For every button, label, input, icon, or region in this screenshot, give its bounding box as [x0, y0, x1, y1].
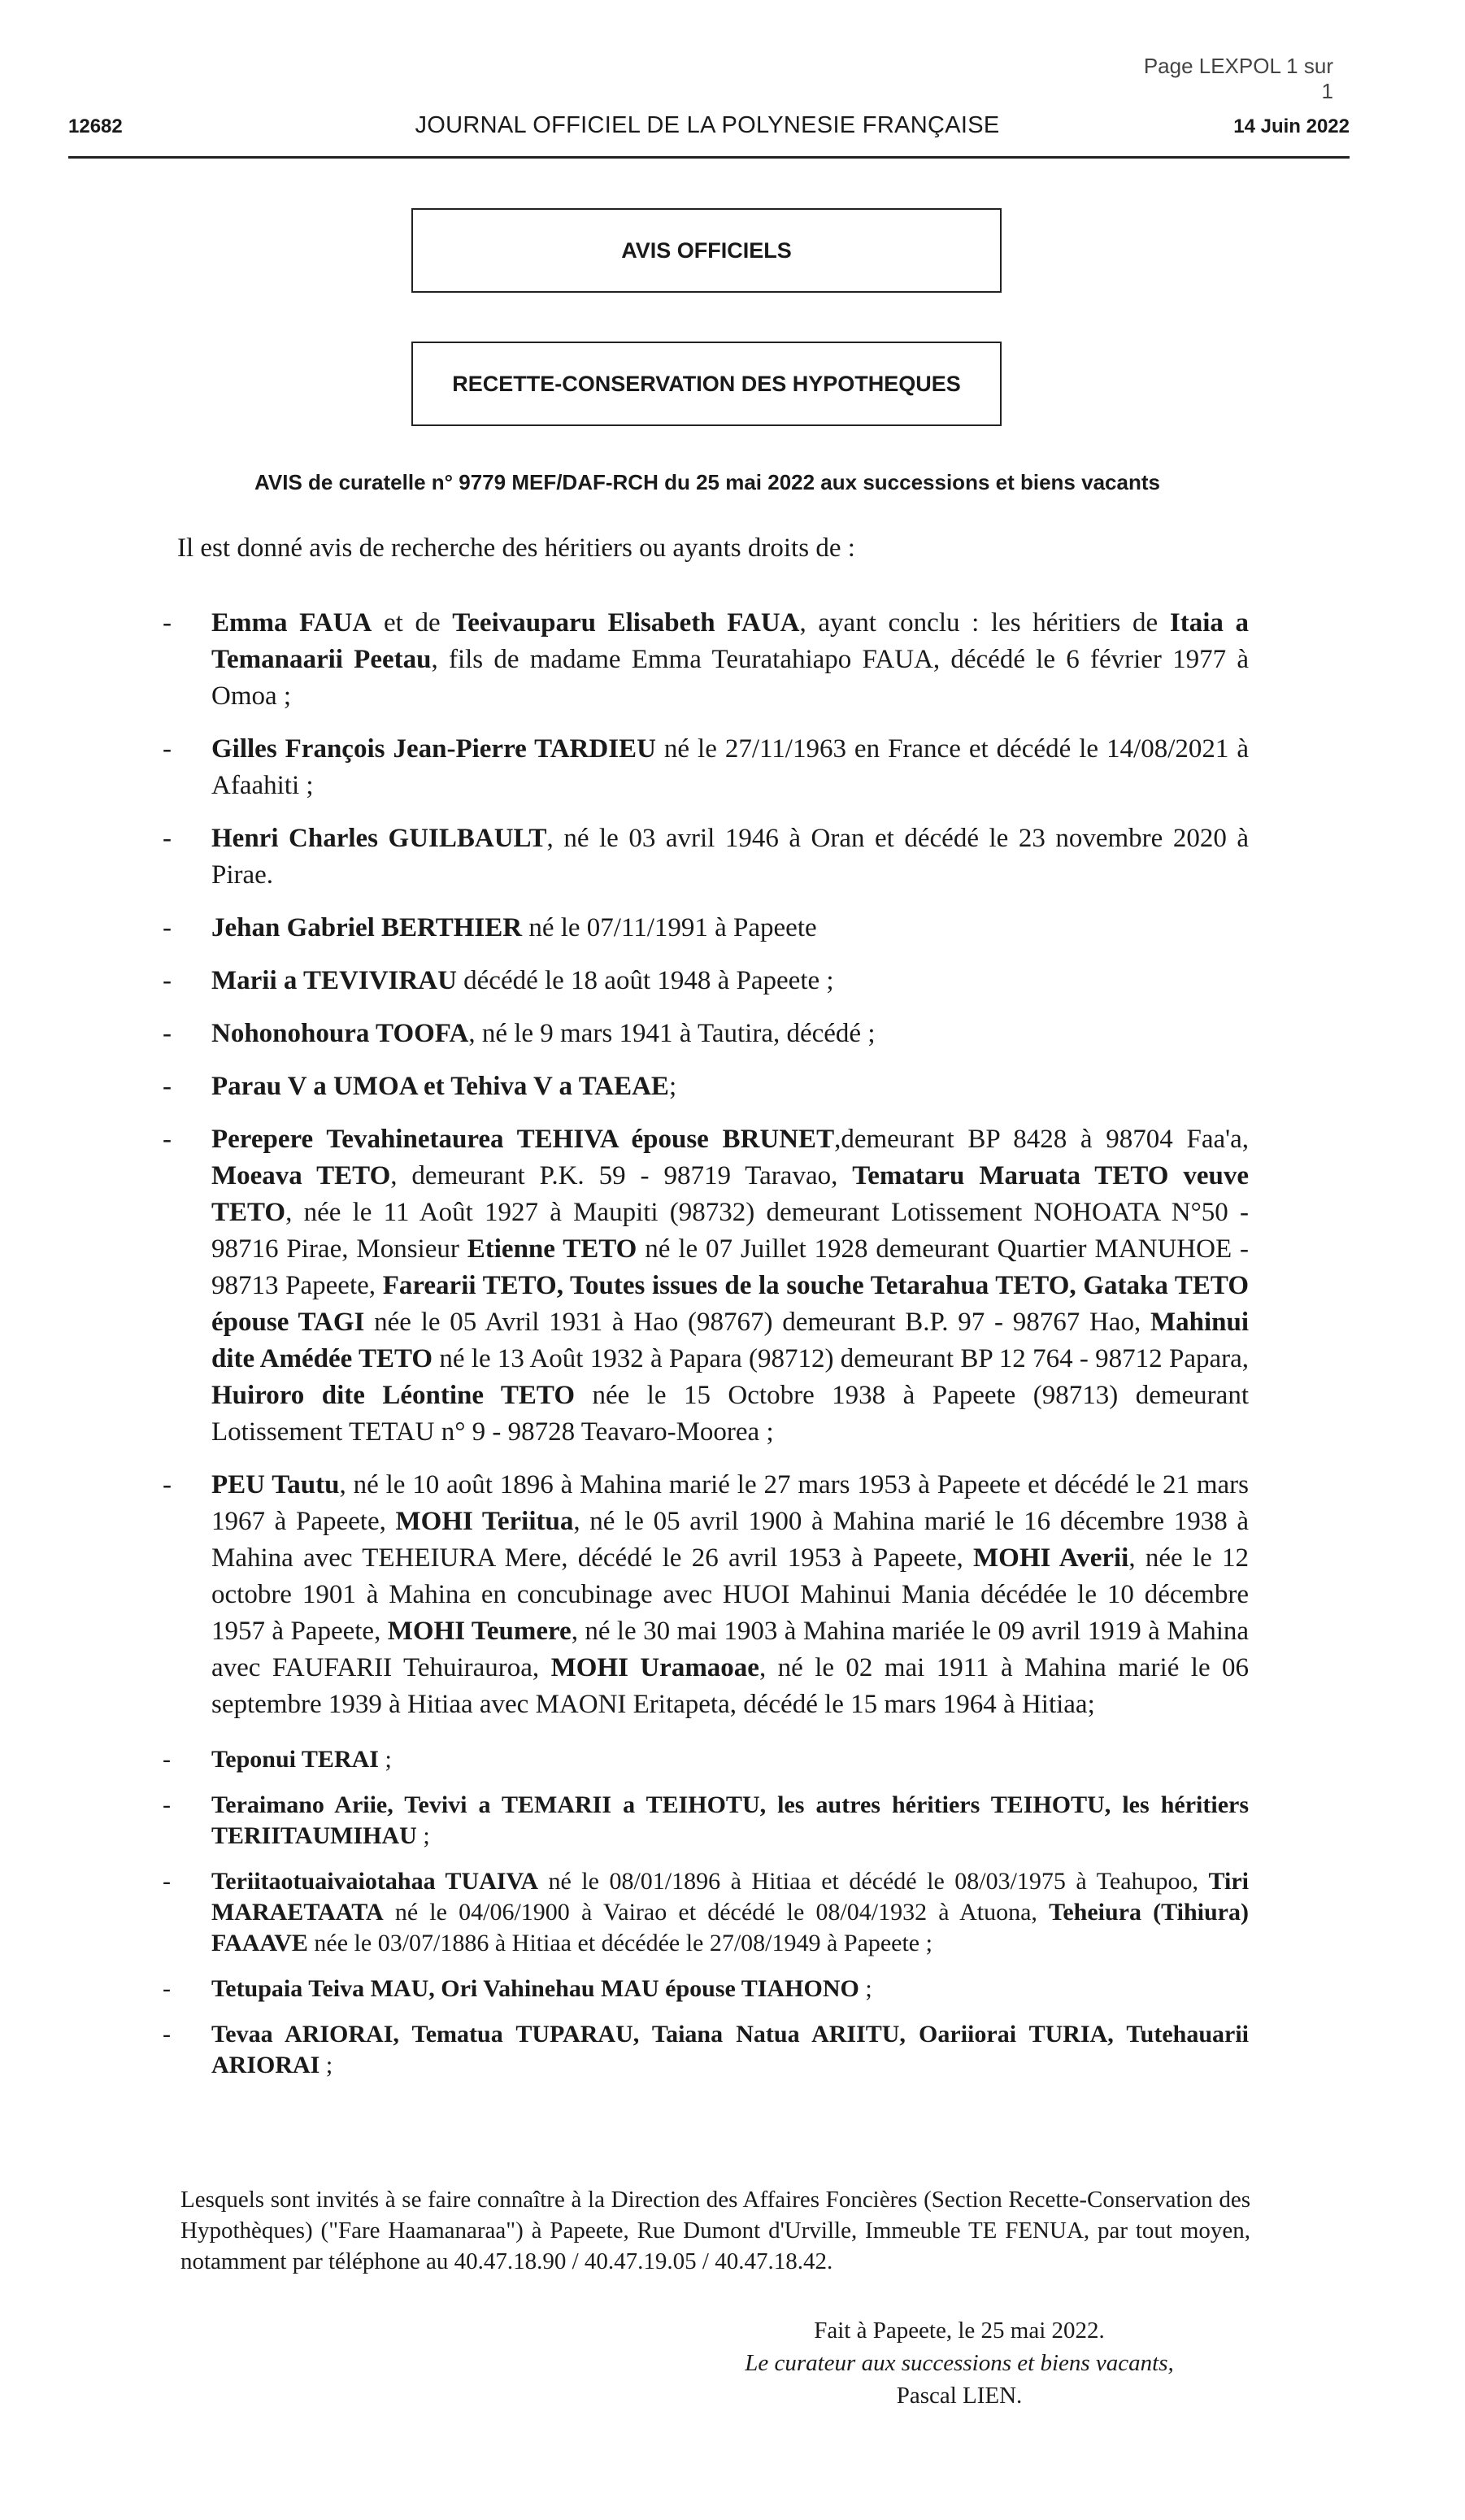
- list-item: [154, 1866, 1249, 1959]
- signature-place-date: Fait à Papeete, le 25 mai 2022.: [814, 2318, 1105, 2344]
- item-text: née le 15 Octobre 1938 à Papeete (98713) demeurant Lotissement TETAU n° 9 - 98728 Teavaro-Moorea ;: [211, 1381, 1249, 1447]
- person-name: Etienne TETO: [467, 1234, 637, 1264]
- list-item: [154, 910, 1249, 947]
- person-name: Teheiura (Tihiura) FAAAVE: [211, 1899, 1249, 1956]
- item-text: , né le 05 avril 1900 à Mahina marié le 16 décembre 1938 à Mahina avec TEHEIURA Mere, décédé le 26 avril 1953 à Papeete,: [211, 1507, 1250, 1573]
- issue-date: 14 Juin 2022: [1233, 115, 1350, 137]
- list-dash: -: [163, 1868, 171, 1895]
- list-dash: -: [163, 608, 172, 638]
- person-name: Tetupaia Teiva MAU, Ori Vahinehau MAU épouse TIAHONO: [211, 1975, 859, 2002]
- list-dash: -: [163, 1019, 172, 1048]
- person-name: MOHI Averii: [973, 1543, 1129, 1573]
- list-item: [154, 1744, 1249, 1775]
- person-name: Jehan Gabriel BERTHIER: [211, 913, 523, 942]
- item-text: et de: [372, 608, 453, 638]
- list-dash: -: [163, 734, 172, 764]
- person-name: MOHI Uramaoae: [550, 1653, 759, 1682]
- item-text: né le 27/11/1963 en France et décédé le 14/08/2021 à Afaahiti ;: [211, 734, 1249, 800]
- person-name: PEU Tautu: [211, 1470, 340, 1499]
- heirs-list: [154, 589, 1249, 2081]
- list-dash: -: [163, 1975, 171, 2002]
- list-dash: -: [163, 2021, 171, 2048]
- list-dash: -: [163, 824, 172, 853]
- item-text: née le 05 Avril 1931 à Hao (98767) demeurant B.P. 97 - 98767 Hao,: [364, 1308, 1150, 1337]
- item-text: né le 07 Juillet 1928 demeurant Quartier MANUHOE - 98713 Papeete,: [211, 1234, 1249, 1300]
- item-text: , demeurant P.K. 59 - 98719 Taravao,: [390, 1161, 853, 1190]
- person-name: Gilles François Jean-Pierre TARDIEU: [211, 734, 656, 764]
- item-text: né le 07/11/1991 à Papeete: [522, 913, 817, 942]
- list-item: [154, 1121, 1249, 1451]
- list-dash: -: [163, 966, 172, 995]
- journal-title: JOURNAL OFFICIEL DE LA POLYNESIE FRANÇAISE: [415, 112, 1000, 138]
- list-dash: -: [163, 913, 172, 942]
- list-item: [154, 1790, 1249, 1852]
- item-text: , née le 12 octobre 1901 à Mahina en concubinage avec HUOI Mahinui Mania décédée le 10 décembre 1957 à Papeete,: [211, 1543, 1249, 1646]
- item-text: , né le 9 mars 1941 à Tautira, décédé ;: [468, 1019, 876, 1048]
- section-box-avis-officiels: AVIS OFFICIELS: [411, 208, 1002, 293]
- item-text: ;: [320, 2052, 333, 2078]
- item-text: né le 13 Août 1932 à Papara (98712) demeurant BP 12 764 - 98712 Papara,: [433, 1344, 1249, 1373]
- list-dash: -: [163, 1470, 172, 1499]
- person-name: Teeivauparu Elisabeth FAUA: [452, 608, 800, 638]
- item-text: ;: [378, 1746, 392, 1773]
- person-name: MOHI Teumere: [387, 1617, 572, 1646]
- item-text: , née le 11 Août 1927 à Maupiti (98732) demeurant Lotissement NOHOATA N°50 - 98716 Pirae, Monsieur: [211, 1198, 1249, 1264]
- list-dash: -: [163, 1791, 171, 1818]
- person-name: Parau V a UMOA et Tehiva V a TAEAE: [211, 1072, 669, 1101]
- item-text: ,demeurant BP 8428 à 98704 Faa'a,: [834, 1125, 1250, 1154]
- person-name: Temataru Maruata TETO veuve TETO: [211, 1161, 1249, 1227]
- person-name: Marii a TEVIVIRAU: [211, 966, 457, 995]
- list-item: [154, 1016, 1249, 1052]
- person-name: Moeava TETO: [211, 1161, 391, 1190]
- list-dash: -: [163, 1072, 172, 1101]
- item-text: décédé le 18 août 1948 à Papeete ;: [456, 966, 834, 995]
- person-name: Itaia a Temanaarii Peetau: [211, 608, 1250, 674]
- signature-block: [732, 2314, 1187, 2412]
- list-dash: -: [163, 1746, 171, 1773]
- person-name: Nohonohoura TOOFA: [211, 1019, 469, 1048]
- signature-name: Pascal LIEN.: [896, 2383, 1023, 2409]
- person-name: Huiroro dite Léontine TETO: [211, 1381, 575, 1410]
- signature-role: Le curateur aux successions et biens vacants,: [745, 2350, 1174, 2376]
- item-text: , ayant conclu : les héritiers de: [799, 608, 1170, 638]
- person-name: Perepere Tevahinetaurea TEHIVA épouse BRUNET: [211, 1125, 835, 1154]
- person-name: Emma FAUA: [211, 608, 372, 638]
- list-item: [154, 605, 1249, 715]
- list-item: [154, 1467, 1249, 1723]
- item-text: , né le 30 mai 1903 à Mahina mariée le 09 avril 1919 à Mahina avec FAUFARII Tehuirauroa,: [211, 1617, 1250, 1682]
- person-name: Teraimano Ariie, Tevivi a TEMARII a TEIHOTU, les autres héritiers TEIHOTU, les héritiers TERIITAUMIHAU: [211, 1791, 1249, 1849]
- item-text: ;: [416, 1822, 430, 1849]
- item-text: , né le 02 mai 1911 à Mahina marié le 06 septembre 1939 à Hitiaa avec MAONI Eritapeta, décédé le 15 mars 1964 à Hitiaa;: [211, 1653, 1250, 1719]
- item-text: , né le 10 août 1896 à Mahina marié le 27 mars 1953 à Papeete et décédé le 21 mars 1967 à Papeete,: [211, 1470, 1249, 1536]
- intro-text: Il est donné avis de recherche des héritiers ou ayants droits de :: [177, 533, 855, 563]
- person-name: Farearii TETO, Toutes issues de la souche Tetarahua TETO, Gataka TETO épouse TAGI: [211, 1271, 1249, 1337]
- list-item: [154, 820, 1249, 894]
- person-name: Tevaa ARIORAI, Tematua TUPARAU, Taiana Natua ARIITU, Oariiorai TURIA, Tutehauarii ARIORAI: [211, 2021, 1249, 2078]
- list-dash: -: [163, 1125, 172, 1154]
- section-box-recette: RECETTE-CONSERVATION DES HYPOTHEQUES: [411, 342, 1002, 426]
- person-name: Henri Charles GUILBAULT: [211, 824, 547, 853]
- item-text: né le 08/01/1896 à Hitiaa et décédé le 08/03/1975 à Teahupoo,: [538, 1868, 1209, 1895]
- list-item: [154, 731, 1249, 804]
- person-name: Mahinui dite Amédée TETO: [211, 1308, 1249, 1373]
- lexpol-page-label: Page LEXPOL 1 sur 1: [1143, 54, 1333, 103]
- list-item: [154, 963, 1249, 999]
- item-text: , né le 03 avril 1946 à Oran et décédé le 23 novembre 2020 à Pirae.: [211, 824, 1249, 890]
- page-number: 12682: [68, 115, 123, 137]
- person-name: MOHI Teriitua: [395, 1507, 574, 1536]
- list-item: [154, 2019, 1249, 2081]
- avis-title: AVIS de curatelle n° 9779 MEF/DAF-RCH du 25 mai 2022 aux successions et biens vacants: [254, 470, 1160, 494]
- item-text: né le 04/06/1900 à Vairao et décédé le 08/04/1932 à Atuona,: [383, 1899, 1050, 1926]
- item-text: ;: [859, 1975, 872, 2002]
- closing-paragraph: Lesquels sont invités à se faire connaître à la Direction des Affaires Foncières (Section Recette-Conservation des Hypothèques) ("Fare Haamanaraa") à Papeete, Rue Dumont d'Urville, Immeuble TE FENUA, par tout moyen, notamment par téléphone au 40.47.18.90 / 40.47.19.05 / 40.47.18.42.: [180, 2187, 1250, 2274]
- person-name: Teponui TERAI: [211, 1746, 379, 1773]
- list-item: [154, 1068, 1249, 1105]
- item-text: née le 03/07/1886 à Hitiaa et décédée le 27/08/1949 à Papeete ;: [307, 1930, 932, 1956]
- list-item: [154, 1974, 1249, 2004]
- item-text: ;: [668, 1072, 677, 1101]
- person-name: Teriitaotuaivaiotahaa TUAIVA: [211, 1868, 538, 1895]
- person-name: Tiri MARAETAATA: [211, 1868, 1249, 1926]
- item-text: , fils de madame Emma Teuratahiapo FAUA, décédé le 6 février 1977 à Omoa ;: [211, 645, 1249, 711]
- header-divider: [68, 156, 1350, 159]
